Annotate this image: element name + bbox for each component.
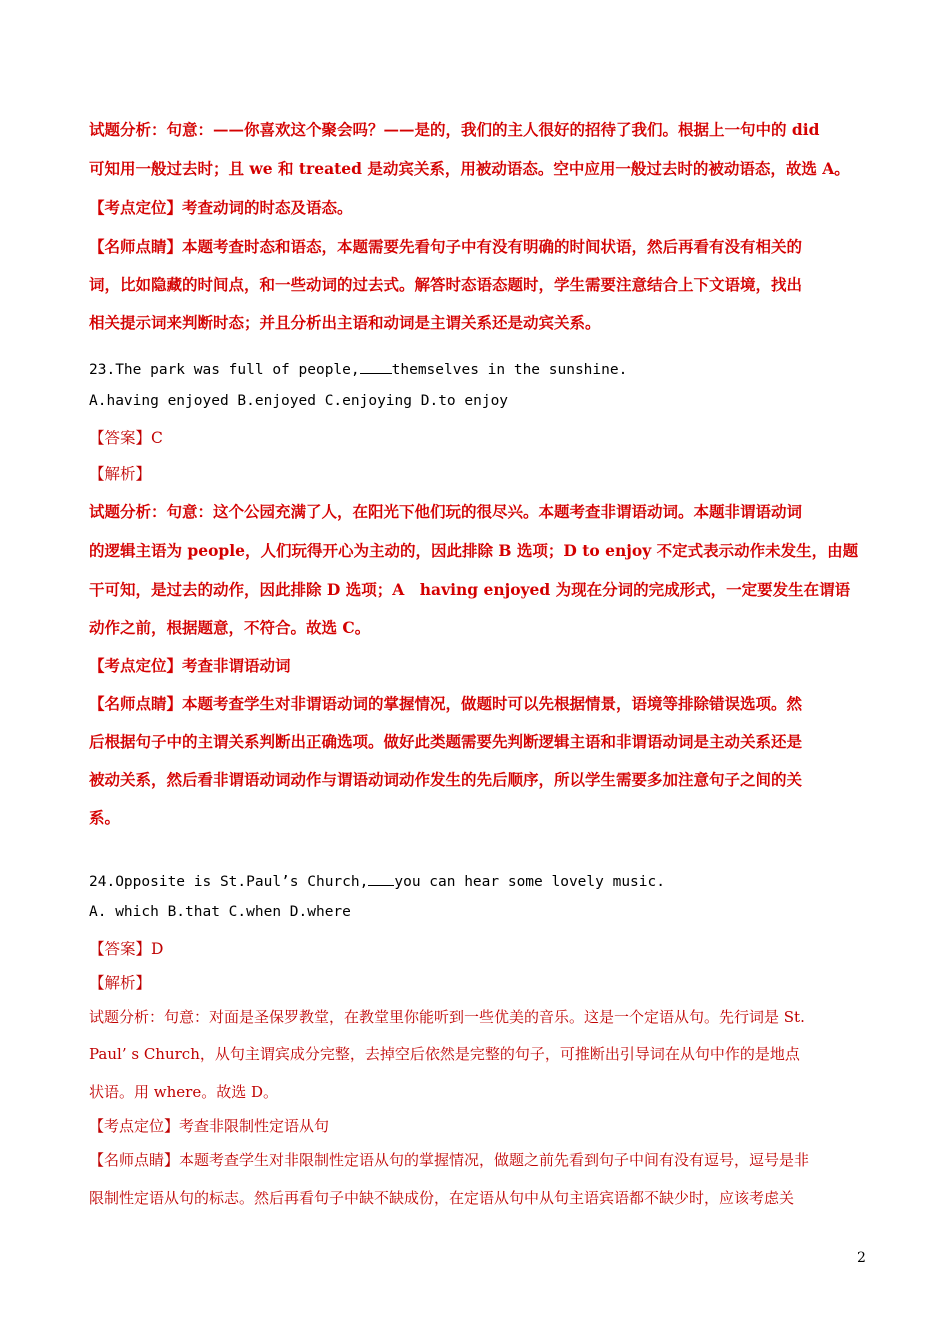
q23-mingshi-line-2: 后根据句子中的主谓关系判断出正确选项。做好此类题需要先判断逻辑主语和非谓语动词是主动关系还是 [89,732,803,751]
q24-answer: 【答案】D [89,940,164,958]
q23-mingshi-line-3: 被动关系，然后看非谓语动词动作与谓语动词动作发生的先后顺序，所以学生需要多加注意句子之间的关 [89,770,803,789]
page-number: 2 [857,1250,866,1266]
q22-mingshi-line-2: 词，比如隐藏的时间点，和一些动词的过去式。解答时态语态题时，学生需要注意结合上下文语境，找出 [89,275,803,294]
q23-kaodian: 【考点定位】考查非谓语动词 [89,656,291,675]
q24-kaodian: 【考点定位】考查非限制性定语从句 [89,1117,330,1135]
q22-mingshi-line-1: 【名师点睛】本题考查时态和语态，本题需要先看句子中有没有明确的时间状语，然后再看有没有相关的 [89,237,803,256]
q23-options: A.having enjoyed B.enjoyed C.enjoying D.to enjoy [89,393,509,409]
q24-stem [89,871,879,890]
q24-stem-part-b: you can hear some lovely music. [394,874,665,890]
q23-stem-part-b: themselves in the sunshine. [391,362,628,378]
q23-stem [89,359,879,378]
q23-analysis-line-3: 干可知，是过去的动作，因此排除 D 选项；A having enjoyed 为现在分词的完成形式，一定要发生在谓语 [89,580,851,599]
q23-analysis-line-2: 的逻辑主语为 people，人们玩得开心为主动的，因此排除 B 选项；D to enjoy 不定式表示动作未发生，由题 [89,541,859,560]
q22-analysis-line-2: 可知用一般过去时；且 we 和 treated 是动宾关系，用被动语态。空中应用一般过去时的被动语态，故选 A。 [89,159,850,178]
q23-blank [360,359,392,374]
q23-mingshi-line-1: 【名师点睛】本题考查学生对非谓语动词的掌握情况，做题时可以先根据情景，语境等排除错误选项。然 [89,694,803,713]
q22-mingshi-line-3: 相关提示词来判断时态；并且分析出主语和动词是主谓关系还是动宾关系。 [89,313,601,332]
q24-mingshi-line-1: 【名师点睛】本题考查学生对非限制性定语从句的掌握情况，做题之前先看到句子中间有没有逗号，逗号是非 [89,1151,810,1169]
q24-analysis-line-1: 试题分析：句意：对面是圣保罗教堂，在教堂里你能听到一些优美的音乐。这是一个定语从句。先行词是 St. [89,1008,805,1026]
q23-answer: 【答案】C [89,429,163,447]
q23-jiexi: 【解析】 [89,465,152,483]
q24-jiexi: 【解析】 [89,974,152,992]
q22-kaodian: 【考点定位】考查动词的时态及语态。 [89,198,353,217]
q24-analysis-line-2: Paul’ s Church，从句主谓宾成分完整，去掉空后依然是完整的句子，可推断出引导词在从句中作的是地点 [89,1045,800,1063]
q23-stem-part-a: 23.The park was full of people, [89,362,360,378]
q24-blank [368,871,394,886]
q23-mingshi-line-4: 系。 [89,808,121,827]
q22-analysis-line-1: 试题分析：句意：——你喜欢这个聚会吗？——是的，我们的主人很好的招待了我们。根据上一句中的 did [89,120,820,139]
q23-analysis-line-1: 试题分析：句意：这个公园充满了人，在阳光下他们玩的很尽兴。本题考查非谓语动词。本题非谓语动词 [89,502,803,521]
q24-analysis-line-3: 状语。用 where。故选 D。 [89,1083,278,1101]
q24-options: A. which B.that C.when D.where [89,904,351,920]
q24-stem-part-a: 24.Opposite is St.Paul’s Church, [89,874,369,890]
q23-analysis-line-4: 动作之前，根据题意，不符合。故选 C。 [89,618,371,637]
q24-mingshi-line-2: 限制性定语从句的标志。然后再看句子中缺不缺成份，在定语从句中从句主语宾语都不缺少时，应该考虑关 [89,1189,795,1207]
